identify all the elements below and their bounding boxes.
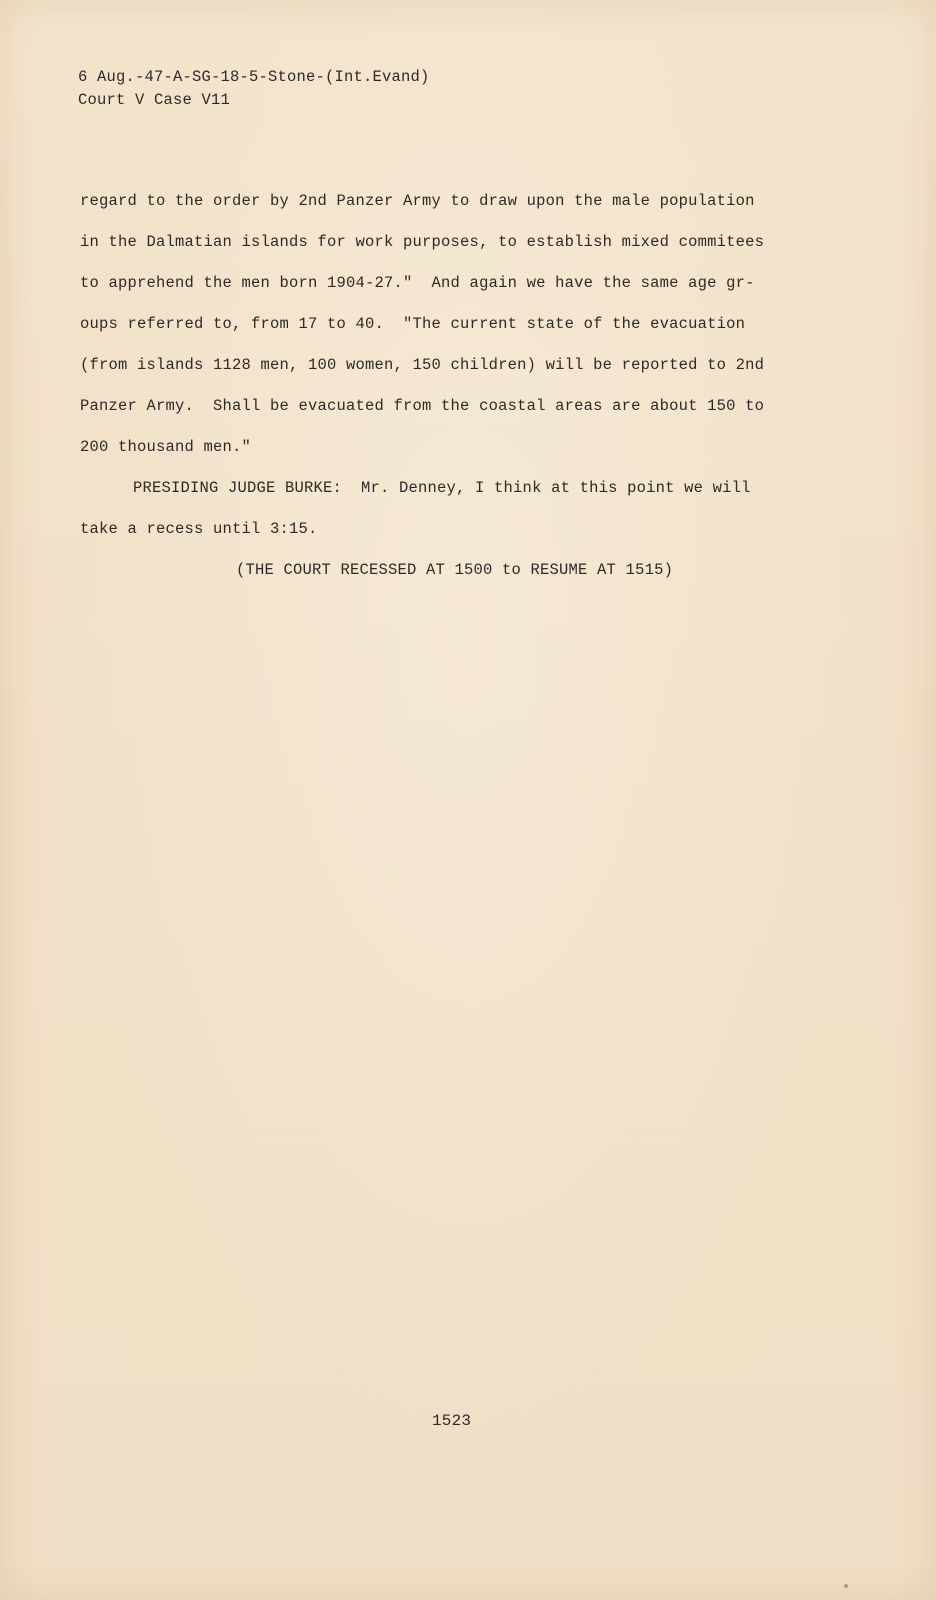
body-text-line: oups referred to, from 17 to 40. "The current state of the evacuation (80, 315, 746, 333)
page-number: 1523 (432, 1412, 472, 1430)
body-text-line: to apprehend the men born 1904-27." And again we have the same age gr- (80, 274, 755, 292)
paper-speck (844, 1584, 848, 1588)
body-text-line: Panzer Army. Shall be evacuated from the coastal areas are about 150 to (80, 397, 765, 415)
court-recess-notice: (THE COURT RECESSED AT 1500 to RESUME AT 1515) (236, 561, 674, 579)
document-header-reference: 6 Aug.-47-A-SG-18-5-Stone-(Int.Evand) (78, 68, 430, 86)
body-text-line: (from islands 1128 men, 100 women, 150 children) will be reported to 2nd (80, 356, 765, 374)
body-text-line: in the Dalmatian islands for work purposes, to establish mixed commitees (80, 233, 765, 251)
body-text-line: 200 thousand men." (80, 438, 252, 456)
document-header-court-case: Court V Case V11 (78, 91, 231, 109)
speaker-line-presiding-judge: PRESIDING JUDGE BURKE: Mr. Denney, I think at this point we will (133, 479, 751, 497)
body-text-line: regard to the order by 2nd Panzer Army to draw upon the male population (80, 192, 755, 210)
body-text-line: take a recess until 3:15. (80, 520, 318, 538)
